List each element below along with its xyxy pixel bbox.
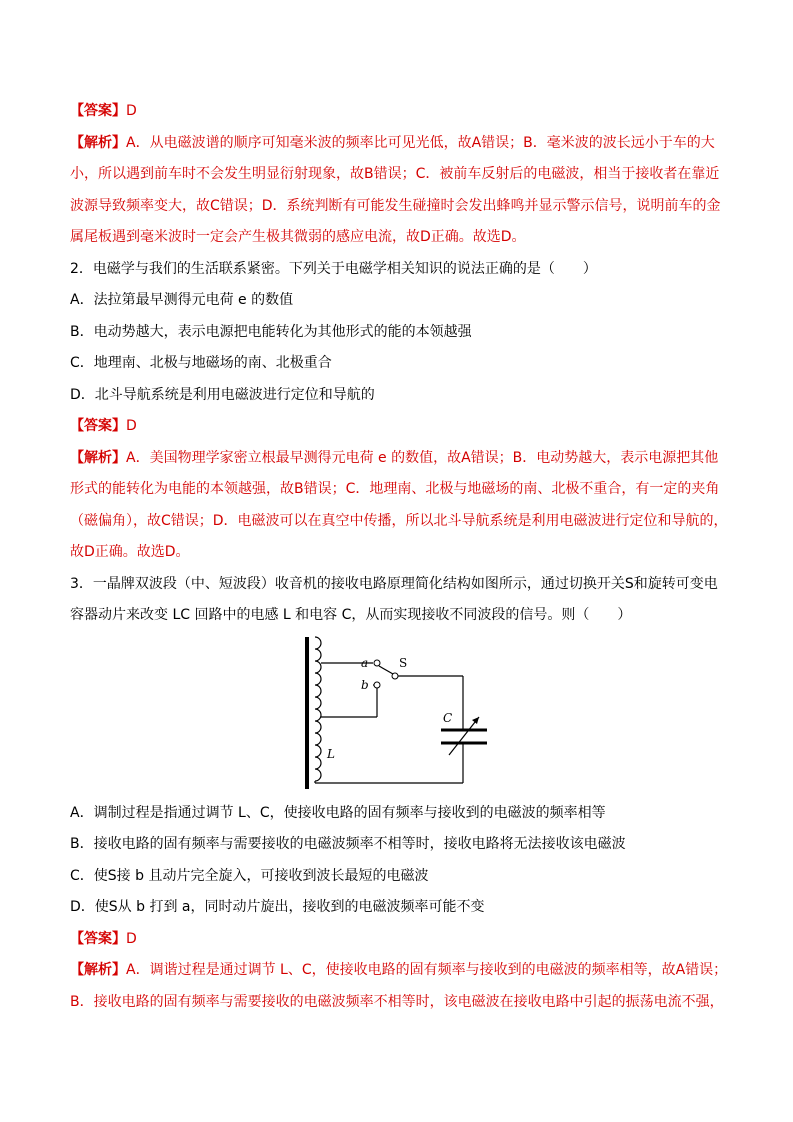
q1-analysis-line-1 [70,133,715,153]
q2-option-b: B．电动势越大，表示电源把电能转化为其他形式的能的本领越强 [70,324,472,340]
label-a: a [361,656,369,670]
answer-value: D [126,103,137,119]
analysis-tag: 【解析】 [70,450,126,466]
label-l: L [327,747,335,761]
q3-option-c: C．使S接 b 且动片完全旋入，可接收到波长最短的电磁波 [70,868,429,884]
terminal-b [374,682,380,688]
q3-stem-line-1: 3．一晶牌双波段（中、短波段）收音机的接收电路原理简化结构如图所示，通过切换开关S和旋转可变电 [70,576,718,592]
label-c: C [443,711,453,725]
switch-blade [379,666,393,674]
q2-option-d: D．北斗导航系统是利用电磁波进行定位和导航的 [70,387,375,403]
answer-value: D [126,418,137,434]
inductor-coil [315,637,321,781]
analysis-tag: 【解析】 [70,135,126,151]
capacitor-variable-arrow [449,717,479,755]
q2-analysis-line-3: （磁偏角），故C错误；D．电磁波可以在真空中传播，所以北斗导航系统是利用电磁波进行定位和导航的， [70,513,728,529]
q3-option-a: A．调制过程是指通过调节 L、C，使接收电路的固有频率与接收到的电磁波的频率相等 [70,805,606,821]
q2-option-c: C．地理南、北极与地磁场的南、北极重合 [70,355,332,371]
q2-option-a: A．法拉第最早测得元电荷 e 的数值 [70,292,294,308]
q3-analysis-line-2: B．接收电路的固有频率与需要接收的电磁波频率不相等时，该电磁波在接收电路中引起的振荡电流不强， [70,994,724,1010]
analysis-text: A．美国物理学家密立根最早测得元电荷 e 的数值，故A错误；B．电动势越大，表示电源把其他 [126,450,719,466]
q3-stem-line-2: 容器动片来改变 LC 回路中的电感 L 和电容 C，从而实现接收不同波段的信号。则（ ） [70,607,632,623]
label-s: S [399,656,408,670]
q3-option-d: D．使S从 b 打到 a，同时动片旋出，接收到的电磁波频率可能不变 [70,899,485,915]
q3-answer [70,929,137,949]
q1-analysis-line-2: 小，所以遇到前车时不会发生明显衍射现象，故B错误；C．被前车反射后的电磁波，相当于接收者在靠近 [70,166,720,182]
q2-stem: 2．电磁学与我们的生活联系紧密。下列关于电磁学相关知识的说法正确的是（ ） [70,261,597,277]
answer-tag: 【答案】 [70,103,126,119]
answer-tag: 【答案】 [70,418,126,434]
q3-analysis-line-1 [70,960,727,980]
analysis-text: A．从电磁波谱的顺序可知毫米波的频率比可见光低，故A错误；B．毫米波的波长远小于车的大 [126,135,715,151]
q2-answer [70,416,137,436]
q2-analysis-line-1 [70,448,718,468]
lc-circuit-diagram [295,633,495,793]
analysis-tag: 【解析】 [70,962,126,978]
terminal-a [374,660,380,666]
q1-answer [70,101,137,121]
iron-core [305,637,309,789]
q3-option-b: B．接收电路的固有频率与需要接收的电磁波频率不相等时，接收电路将无法接收该电磁波 [70,836,626,852]
q2-analysis-line-4: 故D正确。故选D。 [70,544,190,560]
q1-analysis-line-4: 属尾板遇到毫米波时一定会产生极其微弱的感应电流，故D正确。故选D。 [70,229,526,245]
analysis-text: A．调谐过程是通过调节 L、C，使接收电路的固有频率与接收到的电磁波的频率相等，故A错误； [126,962,728,978]
label-b: b [361,678,369,692]
q2-analysis-line-2: 形式的能转化为电能的本领越强，故B错误；C．地理南、北极与地磁场的南、北极不重合，有一定的夹角 [70,481,720,497]
q1-analysis-line-3: 波源导致频率变大，故C错误；D．系统判断有可能发生碰撞时会发出蜂鸣并显示警示信号，说明前车的金 [70,198,721,214]
answer-value: D [126,931,137,947]
arrow-head-icon [472,717,479,724]
answer-tag: 【答案】 [70,931,126,947]
